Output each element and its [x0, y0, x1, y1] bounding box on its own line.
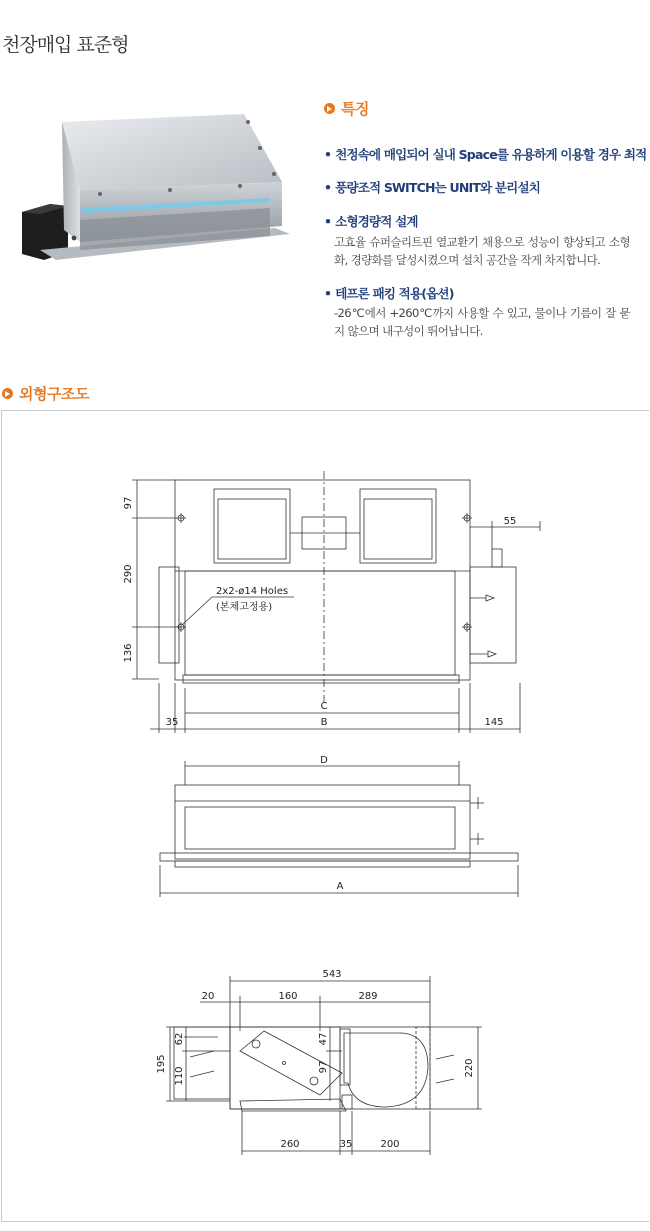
- dim-290: 290: [123, 564, 134, 584]
- dim-260: 260: [280, 1139, 300, 1150]
- dim-97-side: 97: [318, 1060, 329, 1074]
- dim-35: 35: [165, 717, 179, 728]
- feature-title: 테프론 패킹 적용(옵션): [335, 286, 454, 301]
- dim-a: A: [336, 881, 344, 892]
- structure-heading: [2, 383, 89, 404]
- dim-110: 110: [174, 1066, 185, 1086]
- feature-item: [324, 212, 418, 230]
- feature-description: -26℃에서 +260℃까지 사용할 수 있고, 물이나 기름이 잘 묻지 않으며 내구성이 뛰어납니다.: [334, 306, 630, 338]
- dim-62: 62: [174, 1032, 185, 1046]
- dim-289: 289: [358, 991, 378, 1002]
- hole-note: 2x2-ø14 Holes: [216, 586, 289, 597]
- dim-55: 55: [503, 516, 517, 527]
- hole-sub-note: (본체고정용): [216, 602, 273, 613]
- top-view: [132, 471, 540, 733]
- dim-220: 220: [464, 1058, 475, 1078]
- front-view: [160, 761, 518, 897]
- dim-20: 20: [201, 991, 215, 1002]
- dim-160: 160: [278, 991, 298, 1002]
- bullet-icon: •: [324, 214, 332, 229]
- dim-d: D: [320, 755, 328, 766]
- dim-47: 47: [318, 1032, 329, 1046]
- dimension-drawing: [2, 411, 649, 1221]
- feature-item: [324, 178, 540, 196]
- product-photo: [20, 110, 300, 270]
- dim-200: 200: [380, 1139, 400, 1150]
- page-title: 천장매입 표준형: [2, 34, 129, 56]
- dim-145: 145: [484, 717, 504, 728]
- circle-arrow-icon: [324, 103, 335, 114]
- dim-35-side: 35: [339, 1139, 353, 1150]
- features-heading-label: 특징: [341, 100, 369, 118]
- feature-item: [324, 145, 646, 163]
- dim-136: 136: [123, 643, 134, 663]
- bullet-icon: •: [324, 286, 332, 301]
- dim-c: C: [320, 701, 328, 712]
- bullet-icon: •: [324, 180, 332, 195]
- feature-title: 천정속에 매입되어 실내 Space를 유용하게 이용할 경우 최적: [335, 147, 647, 162]
- dim-b: B: [320, 717, 328, 728]
- dim-97: 97: [123, 496, 134, 510]
- circle-arrow-icon: [2, 388, 13, 399]
- feature-description: 고효율 슈퍼슬리트핀 열교환기 채용으로 성능이 향상되고 소형화, 경량화를 달성시켰으며 설치 공간을 작게 차지합니다.: [334, 235, 630, 267]
- structure-heading-label: 외형구조도: [19, 385, 89, 403]
- feature-item: [324, 284, 454, 302]
- feature-title: 소형경량적 설계: [335, 214, 418, 229]
- dim-543: 543: [322, 969, 342, 980]
- features-heading: [324, 98, 369, 119]
- dim-195: 195: [156, 1054, 167, 1074]
- drawing-panel: [1, 410, 649, 1222]
- feature-title: 풍량조적 SWITCH는 UNIT와 분리설치: [335, 180, 541, 195]
- bullet-icon: •: [324, 147, 332, 162]
